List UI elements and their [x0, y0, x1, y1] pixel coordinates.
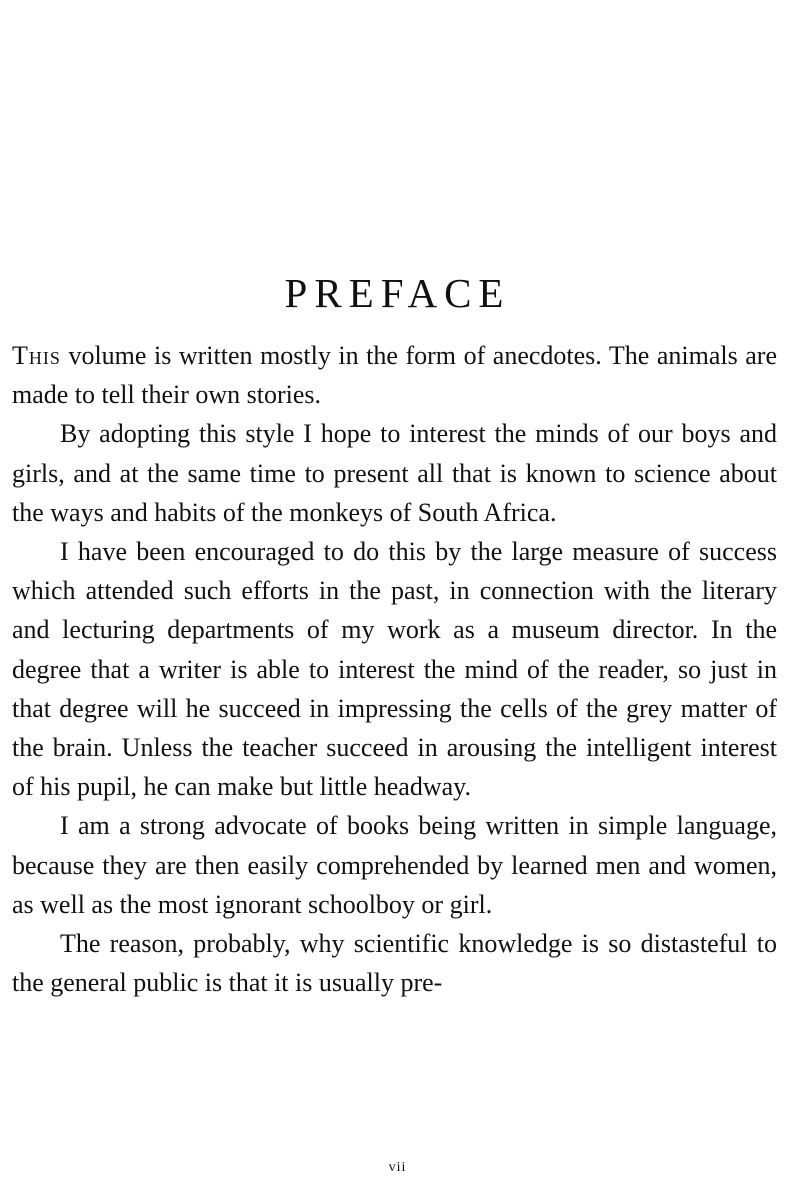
- paragraph-3: I have been encouraged to do this by the large measure of success which attended such efforts in the past, in connection with the literary and lecturing departments of my work as a museum director. In the degree that a writer is able to interest the mind of the reader, so just in that degree will he succeed in impressing the cells of the grey matter of the brain. Unless the teacher succeed in arousing the intelligent interest of his pupil, he can make but little headway.: [12, 537, 777, 802]
- paragraph-1: [12, 336, 777, 414]
- page-number: vii: [388, 1160, 407, 1175]
- page-title: PREFACE: [284, 270, 511, 317]
- paragraph-5: The reason, probably, why scientific knowledge is so distasteful to the general public is that it is usually pre-: [12, 929, 777, 998]
- paragraph-1-text: volume is written mostly in the form of anecdotes. The animals are made to tell their own stories.: [12, 341, 777, 410]
- paragraph-2: By adopting this style I hope to interest the minds of our boys and girls, and at the same time to present all that is known to science about the ways and habits of the monkeys of South Africa.: [12, 419, 777, 527]
- preface-body: [12, 336, 777, 1002]
- paragraph-4: I am a strong advocate of books being written in simple language, because they are then easily comprehended by learned men and women, as well as the most ignorant schoolboy or girl.: [12, 811, 777, 919]
- paragraph-lead-word: This: [12, 341, 61, 370]
